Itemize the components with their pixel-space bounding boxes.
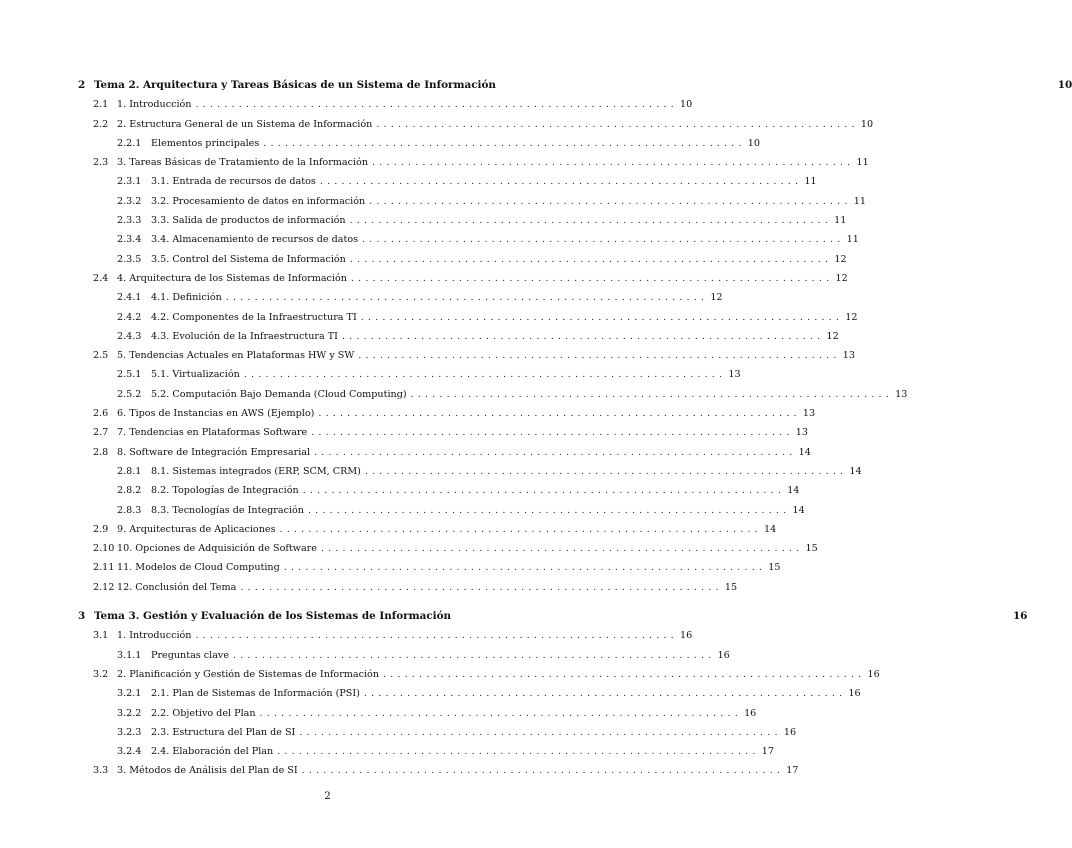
toc-entry-number: 2.10: [93, 543, 115, 555]
toc-entry-number: 3.2: [93, 668, 109, 680]
toc-entry-number: 2.3.1: [117, 176, 142, 188]
toc-entry-title: 10. Opciones de Adquisición de Software: [117, 543, 317, 555]
toc-entry-title: 8. Software de Integración Empresarial: [117, 446, 311, 458]
toc-entry-page: 11: [834, 215, 847, 227]
toc-entry-page: 11: [853, 195, 866, 207]
toc-subsection-entry[interactable]: [78, 742, 774, 761]
toc-entry-number: 2.3.2: [117, 195, 142, 207]
toc-entry-page: 13: [802, 408, 816, 420]
toc-entry-number: 2.5.1: [117, 369, 142, 381]
toc-entry-number: 2.1: [93, 99, 109, 111]
toc-entry-number: 2.5: [93, 350, 109, 362]
toc-dot-leader: . . . . . . . . . . . . . . . . . . . . . . . . . . . . . . . . . . . . . . . . . . . . . . . . . . . . . . . . . . . . . . . . . . .: [311, 427, 790, 439]
toc-entry-title: 3.3. Salida de productos de información: [151, 215, 346, 227]
toc-entry-page: 11: [846, 234, 859, 246]
toc-entry-page: 14: [764, 523, 777, 535]
toc-section-entry[interactable]: [78, 578, 738, 597]
toc-dot-leader: . . . . . . . . . . . . . . . . . . . . . . . . . . . . . . . . . . . . . . . . . . . . . . . . . . . . . . . . . . . . . . . . . . .: [263, 137, 743, 149]
toc-dot-leader: . . . . . . . . . . . . . . . . . . . . . . . . . . . . . . . . . . . . . . . . . . . . . . . . . . . . . . . . . . . . . . . . . . .: [372, 157, 851, 169]
toc-dot-leader: . . . . . . . . . . . . . . . . . . . . . . . . . . . . . . . . . . . . . . . . . . . . . . . . . . . . . . . . . . . . . . . . . . .: [320, 543, 800, 555]
toc-entry-number: 2.4.2: [117, 311, 142, 323]
toc-dot-leader: . . . . . . . . . . . . . . . . . . . . . . . . . . . . . . . . . . . . . . . . . . . . . . . . . . . . . . . . . . . . . . . . . . .: [363, 688, 843, 700]
toc-entry-page: 13: [895, 388, 908, 400]
toc-section-entry[interactable]: [78, 269, 848, 288]
toc-entry-page: 12: [710, 292, 723, 304]
toc-subsection-entry[interactable]: [78, 211, 847, 230]
toc-subsection-entry[interactable]: [78, 365, 741, 384]
toc-dot-leader: . . . . . . . . . . . . . . . . . . . . . . . . . . . . . . . . . . . . . . . . . . . . . . . . . . . . . . . . . . . . . . . . . . .: [369, 195, 848, 207]
toc-entry-title: Preguntas clave: [151, 649, 230, 661]
toc-entry-title: 3. Métodos de Análisis del Plan de SI: [117, 765, 298, 777]
toc-entry-title: 2.1. Plan de Sistemas de Información (PSI): [151, 688, 360, 700]
toc-entry-page: 10: [860, 118, 874, 130]
toc-dot-leader: . . . . . . . . . . . . . . . . . . . . . . . . . . . . . . . . . . . . . . . . . . . . . . . . . . . . . . . . . . . . . . . . . . .: [350, 272, 830, 284]
toc-entry-number: 2.8: [93, 446, 109, 458]
toc-entry-page: 11: [856, 157, 869, 169]
toc-entry-page: 10: [680, 99, 693, 111]
toc-entry-page: 12: [834, 253, 847, 265]
toc-entry-title: 3.2. Procesamiento de datos en información: [151, 195, 366, 207]
toc-subsection-entry[interactable]: [78, 501, 805, 520]
toc-entry-title: 5.2. Computación Bajo Demanda (Cloud Computing): [151, 388, 407, 400]
toc-entry-number: 2.6: [93, 408, 109, 420]
toc-entry-number: 2.3.4: [117, 234, 142, 246]
toc-entry-page: 13: [795, 427, 808, 439]
toc-dot-leader: . . . . . . . . . . . . . . . . . . . . . . . . . . . . . . . . . . . . . . . . . . . . . . . . . . . . . . . . . . . . . . . . . . .: [307, 504, 787, 516]
toc-section-entry[interactable]: [78, 423, 808, 442]
toc-dot-leader: . . . . . . . . . . . . . . . . . . . . . . . . . . . . . . . . . . . . . . . . . . . . . . . . . . . . . . . . . . . . . . . . . . .: [319, 176, 799, 188]
toc-dot-leader: . . . . . . . . . . . . . . . . . . . . . . . . . . . . . . . . . . . . . . . . . . . . . . . . . . . . . . . . . . . . . . . . . . .: [383, 668, 862, 680]
toc-entry-number: 2.2: [93, 118, 109, 130]
toc-dot-leader: . . . . . . . . . . . . . . . . . . . . . . . . . . . . . . . . . . . . . . . . . . . . . . . . . . . . . . . . . . . . . . . . . . .: [349, 215, 829, 227]
toc-entry-title: 3.5. Control del Sistema de Información: [151, 253, 346, 265]
toc-entry-number: 3.1.1: [117, 649, 142, 661]
toc-dot-leader: . . . . . . . . . . . . . . . . . . . . . . . . . . . . . . . . . . . . . . . . . . . . . . . . . . . . . . . . . . . . . . . . . . .: [195, 630, 675, 642]
toc-dot-leader: . . . . . . . . . . . . . . . . . . . . . . . . . . . . . . . . . . . . . . . . . . . . . . . . . . . . . . . . . . . . . . . . . . .: [279, 523, 759, 535]
toc-dot-leader: . . . . . . . . . . . . . . . . . . . . . . . . . . . . . . . . . . . . . . . . . . . . . . . . . . . . . . . . . . . . . . . . . . .: [349, 253, 829, 265]
toc-dot-leader: . . . . . . . . . . . . . . . . . . . . . . . . . . . . . . . . . . . . . . . . . . . . . . . . . . . . . . . . . . . . . . . . . . .: [410, 388, 890, 400]
toc-subsection-entry[interactable]: [78, 327, 839, 346]
toc-dot-leader: . . . . . . . . . . . . . . . . . . . . . . . . . . . . . . . . . . . . . . . . . . . . . . . . . . . . . . . . . . . . . . . . . . .: [299, 726, 779, 738]
toc-entry-number: 3.2.2: [117, 707, 142, 719]
toc-entry-page: 12: [826, 330, 839, 342]
toc-subsection-entry[interactable]: [78, 704, 757, 723]
toc-dot-leader: . . . . . . . . . . . . . . . . . . . . . . . . . . . . . . . . . . . . . . . . . . . . . . . . . . . . . . . . . . . . . . . . . . .: [302, 485, 782, 497]
toc-entry-page: 16: [744, 707, 757, 719]
toc-chapter-entry[interactable]: [78, 76, 1072, 95]
toc-dot-leader: . . . . . . . . . . . . . . . . . . . . . . . . . . . . . . . . . . . . . . . . . . . . . . . . . . . . . . . . . . . . . . . . . . .: [240, 581, 720, 593]
toc-entry-page: 13: [728, 369, 741, 381]
toc-subsection-entry[interactable]: [78, 684, 861, 703]
toc-entry-page: 16: [783, 726, 797, 738]
toc-section-entry[interactable]: [78, 115, 874, 134]
toc-entry-number: 3: [78, 610, 86, 623]
toc-entry-title: 4.3. Evolución de la Infraestructura TI: [151, 330, 338, 342]
toc-subsection-entry[interactable]: [78, 172, 817, 191]
toc-entry-page: 17: [786, 765, 799, 777]
toc-entry-page: 16: [867, 668, 880, 680]
toc-entry-number: 2.3.3: [117, 215, 142, 227]
toc-entry-page: 14: [792, 504, 805, 516]
toc-dot-leader: . . . . . . . . . . . . . . . . . . . . . . . . . . . . . . . . . . . . . . . . . . . . . . . . . . . . . . . . . . . . . . . . . . .: [360, 311, 840, 323]
toc-entry-page: 14: [849, 465, 862, 477]
toc-entry-title: 8.1. Sistemas integrados (ERP, SCM, CRM): [151, 465, 361, 477]
toc-entry-number: 2.4.1: [117, 292, 142, 304]
toc-entry-number: 3.1: [93, 630, 109, 642]
toc-dot-leader: . . . . . . . . . . . . . . . . . . . . . . . . . . . . . . . . . . . . . . . . . . . . . . . . . . . . . . . . . . . . . . . . . . .: [277, 746, 756, 758]
toc-section-entry[interactable]: [78, 404, 816, 423]
toc-dot-leader: . . . . . . . . . . . . . . . . . . . . . . . . . . . . . . . . . . . . . . . . . . . . . . . . . . . . . . . . . . . . . . . . . . .: [362, 234, 841, 246]
table-of-contents: [78, 76, 1072, 781]
toc-entry-title: 8.3. Tecnologías de Integración: [151, 504, 304, 516]
toc-entry-title: 9. Arquitecturas de Aplicaciones: [117, 523, 276, 535]
toc-dot-leader: . . . . . . . . . . . . . . . . . . . . . . . . . . . . . . . . . . . . . . . . . . . . . . . . . . . . . . . . . . . . . . . . . . .: [225, 292, 705, 304]
toc-subsection-entry[interactable]: [78, 134, 761, 153]
toc-dot-leader: . . . . . . . . . . . . . . . . . . . . . . . . . . . . . . . . . . . . . . . . . . . . . . . . . . . . . . . . . . . . . . . . . . .: [283, 562, 763, 574]
toc-subsection-entry[interactable]: [78, 192, 866, 211]
toc-subsection-entry[interactable]: [78, 723, 797, 742]
toc-entry-title: 2. Planificación y Gestión de Sistemas de Información: [117, 668, 380, 680]
toc-entry-number: 2.4: [93, 272, 109, 284]
toc-dot-leader: . . . . . . . . . . . . . . . . . . . . . . . . . . . . . . . . . . . . . . . . . . . . . . . . . . . . . . . . . . . . . . . . . . .: [318, 408, 798, 420]
toc-entry-page: 12: [845, 311, 858, 323]
toc-entry-page: 10: [747, 137, 761, 149]
toc-section-entry[interactable]: [78, 558, 781, 577]
toc-dot-leader: . . . . . . . . . . . . . . . . . . . . . . . . . . . . . . . . . . . . . . . . . . . . . . . . . . . . . . . . . . . . . . . . . . .: [358, 350, 837, 362]
toc-entry-number: 2.8.3: [117, 504, 142, 516]
toc-entry-title: 11. Modelos de Cloud Computing: [117, 562, 280, 574]
toc-entry-title: 3. Tareas Básicas de Tratamiento de la Información: [117, 157, 369, 169]
toc-entry-page: 16: [680, 630, 693, 642]
toc-entry-title: 3.4. Almacenamiento de recursos de datos: [151, 234, 359, 246]
toc-dot-leader: . . . . . . . . . . . . . . . . . . . . . . . . . . . . . . . . . . . . . . . . . . . . . . . . . . . . . . . . . . . . . . . . . . .: [301, 765, 781, 777]
toc-entry-number: 2.9: [93, 523, 109, 535]
toc-subsection-entry[interactable]: [78, 462, 862, 481]
toc-dot-leader: . . . . . . . . . . . . . . . . . . . . . . . . . . . . . . . . . . . . . . . . . . . . . . . . . . . . . . . . . . . . . . . . . . .: [259, 707, 739, 719]
toc-entry-title: 4.2. Componentes de la Infraestructura TI: [151, 311, 357, 323]
toc-entry-page: 16: [1012, 610, 1028, 623]
toc-entry-title: Tema 3. Gestión y Evaluación de los Sistemas de Información: [94, 610, 452, 623]
toc-entry-number: 2.8.1: [117, 465, 142, 477]
toc-entry-number: 3.2.1: [117, 688, 142, 700]
toc-subsection-entry[interactable]: [78, 646, 730, 665]
toc-entry-number: 3.2.3: [117, 726, 142, 738]
toc-section-entry[interactable]: [78, 153, 869, 172]
toc-entry-title: 2.3. Estructura del Plan de SI: [151, 726, 296, 738]
toc-entry-number: 2.5.2: [117, 388, 142, 400]
toc-section-entry[interactable]: [78, 539, 818, 558]
toc-entry-title: 4. Arquitectura de los Sistemas de Información: [117, 272, 347, 284]
toc-dot-leader: . . . . . . . . . . . . . . . . . . . . . . . . . . . . . . . . . . . . . . . . . . . . . . . . . . . . . . . . . . . . . . . . . . .: [314, 446, 793, 458]
toc-entry-title: Tema 2. Arquitectura y Tareas Básicas de un Sistema de Información: [94, 79, 496, 91]
toc-dot-leader: . . . . . . . . . . . . . . . . . . . . . . . . . . . . . . . . . . . . . . . . . . . . . . . . . . . . . . . . . . . . . . . . . . .: [364, 465, 844, 477]
toc-subsection-entry[interactable]: [78, 308, 858, 327]
toc-section-entry[interactable]: [78, 520, 777, 539]
toc-entry-title: 8.2. Topologías de Integración: [151, 485, 299, 497]
toc-section-entry[interactable]: [78, 626, 693, 645]
toc-dot-leader: . . . . . . . . . . . . . . . . . . . . . . . . . . . . . . . . . . . . . . . . . . . . . . . . . . . . . . . . . . . . . . . . . . .: [243, 369, 723, 381]
toc-entry-page: 16: [717, 649, 730, 661]
toc-section-entry[interactable]: [78, 443, 811, 462]
toc-entry-title: 2.2. Objetivo del Plan: [151, 707, 256, 719]
toc-entry-title: 6. Tipos de Instancias en AWS (Ejemplo): [117, 408, 315, 420]
toc-entry-page: 10: [1057, 79, 1072, 91]
toc-section-entry[interactable]: [78, 95, 693, 114]
toc-entry-page: 15: [768, 562, 781, 574]
toc-entry-page: 15: [724, 581, 738, 593]
page-number: 2: [324, 791, 331, 802]
toc-dot-leader: . . . . . . . . . . . . . . . . . . . . . . . . . . . . . . . . . . . . . . . . . . . . . . . . . . . . . . . . . . . . . . . . . . .: [233, 649, 712, 661]
toc-subsection-entry[interactable]: [78, 230, 859, 249]
toc-entry-title: 3.1. Entrada de recursos de datos: [151, 176, 316, 188]
toc-entry-title: 1. Introducción: [117, 99, 192, 111]
toc-entry-page: 16: [848, 688, 861, 700]
toc-entry-title: 4.1. Definición: [151, 292, 222, 304]
toc-entry-title: 1. Introducción: [117, 630, 192, 642]
toc-entry-number: 2.3: [93, 157, 109, 169]
toc-entry-number: 3.2.4: [117, 746, 142, 758]
toc-section-entry[interactable]: [78, 761, 799, 780]
toc-entry-page: 17: [761, 746, 774, 758]
toc-entry-title: 2.4. Elaboración del Plan: [151, 746, 274, 758]
toc-entry-number: 3.3: [93, 765, 109, 777]
toc-entry-number: 2.3.5: [117, 253, 142, 265]
toc-entry-page: 12: [835, 272, 848, 284]
toc-subsection-entry[interactable]: [78, 250, 847, 269]
toc-entry-number: 2.11: [93, 562, 115, 574]
toc-entry-page: 11: [804, 176, 817, 188]
toc-entry-number: 2.2.1: [117, 137, 142, 149]
toc-dot-leader: . . . . . . . . . . . . . . . . . . . . . . . . . . . . . . . . . . . . . . . . . . . . . . . . . . . . . . . . . . . . . . . . . . .: [341, 330, 821, 342]
toc-entry-title: 12. Conclusión del Tema: [117, 581, 237, 593]
toc-section-entry[interactable]: [78, 665, 880, 684]
toc-subsection-entry[interactable]: [78, 385, 908, 404]
toc-entry-page: 14: [798, 446, 811, 458]
toc-entry-page: 13: [842, 350, 855, 362]
toc-entry-page: 15: [805, 543, 818, 555]
toc-entry-number: 2.8.2: [117, 485, 142, 497]
toc-entry-title: 2. Estructura General de un Sistema de Información: [117, 118, 373, 130]
toc-entry-number: 2.7: [93, 427, 109, 439]
toc-entry-title: 5.1. Virtualización: [151, 369, 240, 381]
toc-entry-number: 2: [78, 79, 86, 91]
toc-entry-title: 7. Tendencias en Plataformas Software: [117, 427, 308, 439]
toc-entry-number: 2.4.3: [117, 330, 142, 342]
toc-section-entry[interactable]: [78, 346, 855, 365]
toc-entry-title: 5. Tendencias Actuales en Plataformas HW y SW: [117, 350, 355, 362]
toc-entry-page: 14: [787, 485, 800, 497]
toc-subsection-entry[interactable]: [78, 288, 723, 307]
toc-entry-title: Elementos principales: [151, 137, 260, 149]
toc-chapter-entry[interactable]: [78, 607, 1028, 626]
toc-subsection-entry[interactable]: [78, 481, 800, 500]
toc-dot-leader: . . . . . . . . . . . . . . . . . . . . . . . . . . . . . . . . . . . . . . . . . . . . . . . . . . . . . . . . . . . . . . . . . . .: [376, 118, 856, 130]
toc-dot-leader: . . . . . . . . . . . . . . . . . . . . . . . . . . . . . . . . . . . . . . . . . . . . . . . . . . . . . . . . . . . . . . . . . . .: [195, 99, 675, 111]
toc-entry-number: 2.12: [93, 581, 115, 593]
